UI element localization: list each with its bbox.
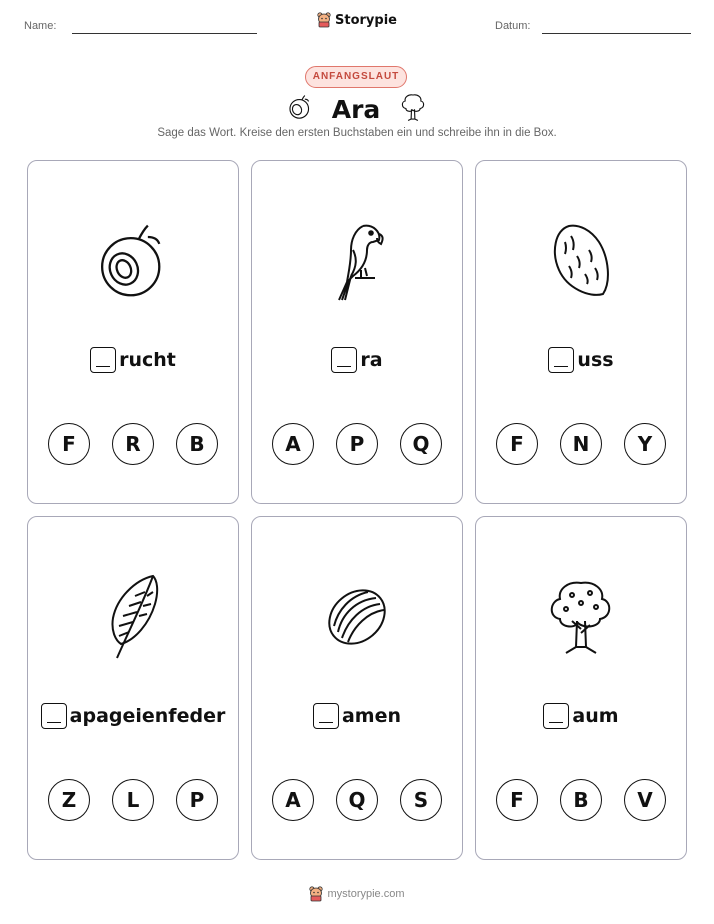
storypie-logo-icon [309,886,323,902]
word-row [252,703,462,729]
name-line[interactable] [72,33,257,34]
exercise-card [251,160,463,504]
letter-choice[interactable]: Z [48,779,90,821]
footer [0,886,714,906]
tree-icon [546,577,616,657]
answer-box[interactable] [331,347,357,373]
date-label: Datum: [495,20,531,32]
word-row [476,703,686,729]
title-row [0,92,714,126]
plum-icon [287,94,313,124]
exercise-card [475,160,687,504]
answer-box[interactable] [313,703,339,729]
letter-choices [28,779,238,821]
exercise-card [251,516,463,860]
exercise-card [475,516,687,860]
word-rest: amen [341,705,402,727]
letter-choices [476,779,686,821]
word-rest: rucht [119,349,176,371]
letter-choice[interactable]: F [48,423,90,465]
category-badge: ANFANGSLAUT [305,66,407,88]
answer-box[interactable] [543,703,569,729]
letter-choice[interactable]: Y [624,423,666,465]
letter-choices [28,423,238,465]
letter-choice[interactable]: B [560,779,602,821]
word-row [28,703,238,729]
letter-choice[interactable]: F [496,779,538,821]
page-title: Ara [331,94,381,124]
letter-choices [252,423,462,465]
letter-choice[interactable]: S [400,779,442,821]
letter-choice[interactable]: R [112,423,154,465]
word-row [252,347,462,373]
tree-icon [399,92,427,126]
answer-box[interactable] [548,347,574,373]
letter-choice[interactable]: B [176,423,218,465]
footer-url[interactable]: mystorypie.com [327,888,405,900]
storypie-logo-icon [317,12,331,28]
answer-box[interactable] [90,347,116,373]
answer-box[interactable] [41,703,67,729]
word-row [476,347,686,373]
letter-choice[interactable]: N [560,423,602,465]
plum-icon [93,221,173,301]
letter-choice[interactable]: P [336,423,378,465]
word-rest: uss [577,349,614,371]
exercise-card [27,516,239,860]
date-line[interactable] [542,33,691,34]
letter-choice[interactable]: A [272,423,314,465]
parrot-icon [327,220,387,302]
exercise-card [27,160,239,504]
letter-choices [252,779,462,821]
letter-choice[interactable]: V [624,779,666,821]
instruction-text: Sage das Wort. Kreise den ersten Buchstaben ein und schreibe ihn in die Box. [157,127,557,139]
letter-choice[interactable]: A [272,779,314,821]
word-rest: aum [572,705,619,727]
word-rest: ra [360,349,383,371]
letter-choice[interactable]: Q [336,779,378,821]
feather-icon [105,574,161,660]
letter-choice[interactable]: L [112,779,154,821]
brand-name: Storypie [335,12,397,28]
seed-icon [322,584,392,650]
word-rest: apageienfeder [69,705,226,727]
word-row [28,347,238,373]
almond-icon [549,222,613,300]
brand [0,12,714,32]
letter-choice[interactable]: Q [400,423,442,465]
letter-choice[interactable]: F [496,423,538,465]
name-label: Name: [24,20,57,32]
letter-choices [476,423,686,465]
letter-choice[interactable]: P [176,779,218,821]
